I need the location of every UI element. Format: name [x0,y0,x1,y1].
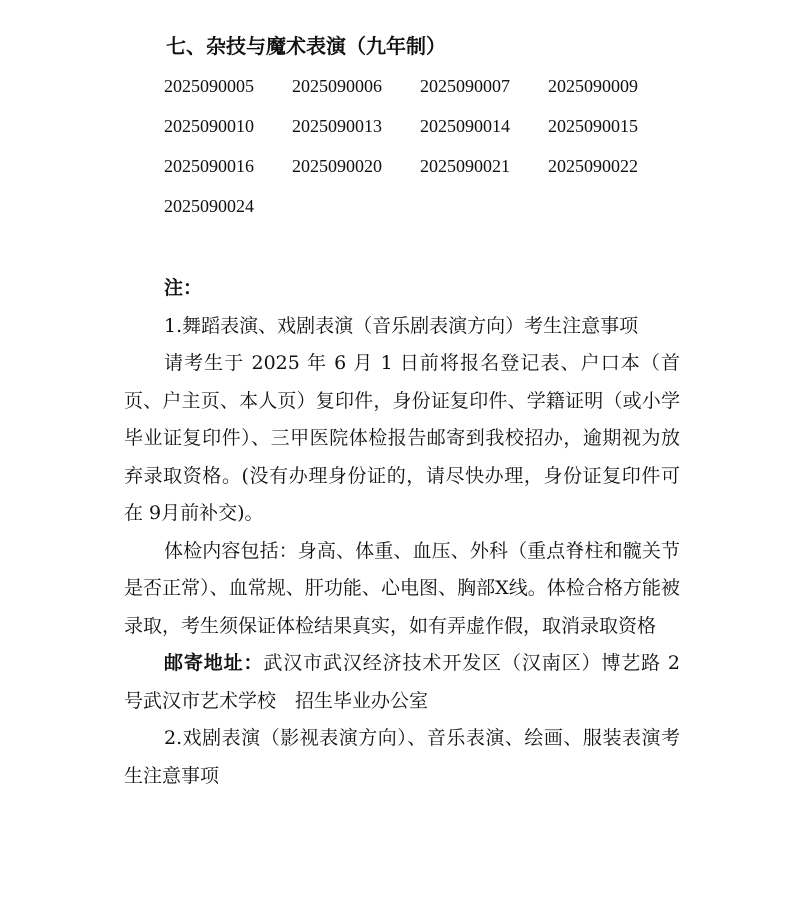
note-item1-paragraph1: 请考生于 2025 年 6 月 1 日前将报名登记表、户口本（首页、户主页、本人页）复印件，身份证复印件、学籍证明（或小学毕业证复印件）、三甲医院体检报告邮寄到我校招办，逾期视为放弃录取资格。(没有办理身份证的，请尽快办理，身份证复印件可在 9月前补交)。 [124,352,680,524]
id-row [164,112,704,152]
mailing-address-text: 武汉市武汉经济技术开发区（汉南区）博艺路 2 号武汉市艺术学校 招生毕业办公室 [124,652,680,712]
admission-id: 2025090021 [420,156,510,176]
section-heading: 七、杂技与魔术表演（九年制） [166,34,446,58]
admission-id: 2025090020 [292,156,382,176]
note-item1-paragraph2: 体检内容包括：身高、体重、血压、外科（重点脊柱和髋关节是否正常）、血常规、肝功能、心电图、胸部X线。体检合格方能被录取，考生须保证体检结果真实，如有弄虚作假，取消录取资格 [124,539,680,637]
id-row [164,192,704,232]
admission-id: 2025090006 [292,76,382,96]
admission-id: 2025090007 [420,76,510,96]
notes-label: 注： [164,277,203,299]
note-item2-title: 2.戏剧表演（影视表演方向）、音乐表演、绘画、服装表演考生注意事项 [124,727,680,787]
admission-id: 2025090015 [548,116,638,136]
admission-id: 2025090022 [548,156,638,176]
admission-id: 2025090005 [164,76,254,96]
id-row [164,72,704,112]
mailing-address-paragraph [124,645,680,720]
admission-id-list [164,72,704,232]
admission-id: 2025090016 [164,156,254,176]
admission-id: 2025090014 [420,116,510,136]
id-row [164,152,704,192]
admission-id: 2025090009 [548,76,638,96]
admission-id: 2025090024 [164,196,254,216]
mailing-address-label: 邮寄地址： [164,652,264,674]
admission-id: 2025090010 [164,116,254,136]
notes-section [124,270,680,795]
admission-id: 2025090013 [292,116,382,136]
note-item1-title: 1.舞蹈表演、戏剧表演（音乐剧表演方向）考生注意事项 [164,314,639,337]
